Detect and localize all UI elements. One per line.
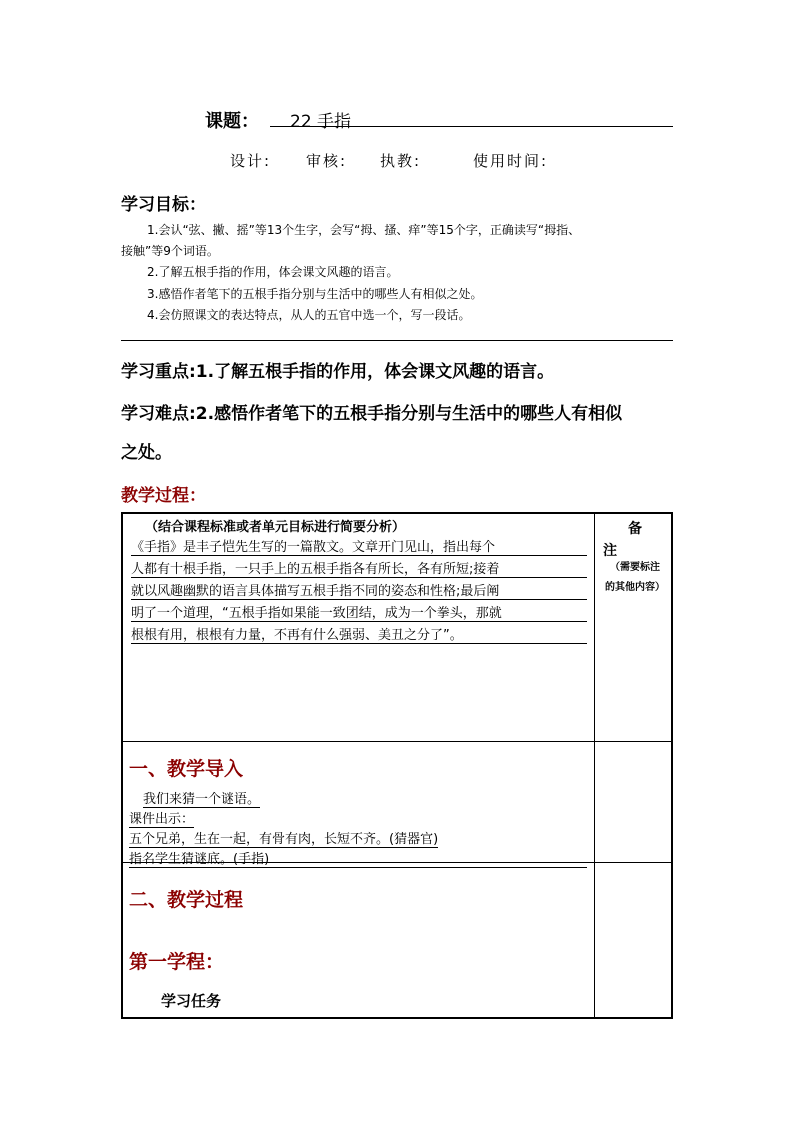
teacher-label: 执教: [380, 152, 422, 170]
process-table [121, 512, 673, 1019]
time-label: 使用时间: [473, 152, 549, 170]
goal-item: 2.了解五根手指的作用，体会课文风趣的语言。 [147, 265, 399, 279]
remark-title: 备 [628, 521, 642, 537]
task-title: 学习任务 [161, 992, 222, 1010]
analysis-line: 明了一个道理，“五根手指如果能一致团结，成为一个拳头，那就 [131, 602, 587, 622]
goals-heading: 学习目标： [121, 195, 206, 215]
process-heading: 教学过程： [121, 486, 206, 506]
reviewer-label: 审核: [306, 152, 348, 170]
title-label: 课题： [205, 111, 259, 132]
lesson-title: 22 手指 [290, 112, 352, 132]
goal-item: 接触”等9个词语。 [121, 244, 219, 258]
remark-subtitle-2: 的其他内容） [605, 582, 665, 593]
goal-item: 3.感悟作者笔下的五根手指分别与生活中的哪些人有相似之处。 [147, 287, 483, 301]
section-intro-line: 指名学生猜谜底。(手指) [129, 848, 587, 868]
designer-label: 设计: [230, 152, 272, 170]
section-intro-line: 五个兄弟，生在一起，有骨有肉，长短不齐。(猜器官) [129, 828, 438, 848]
subsection-title: 第一学程： [129, 951, 225, 973]
difficult-point: 学习难点:2.感悟作者笔下的五根手指分别与生活中的哪些人有相似 [121, 404, 623, 424]
section-process-title: 二、教学过程 [129, 889, 244, 911]
remark-title-2: 注 [603, 543, 617, 559]
analysis-line: 根根有用，根根有力量，不再有什么强弱、美丑之分了”。 [131, 624, 587, 644]
separator [121, 340, 673, 341]
difficult-point-continued: 之处。 [121, 443, 172, 463]
section-intro-line: 课件出示： [129, 808, 194, 828]
goal-item: 1.会认“弦、撇、摇”等13个生字，会写“拇、搔、痒”等15个字，正确读写“拇指、 [147, 223, 581, 237]
section-intro-line: 我们来猜一个谜语。 [143, 788, 260, 808]
section-intro-title: 一、教学导入 [129, 758, 244, 780]
analysis-line: 就以风趣幽默的语言具体描写五根手指不同的姿态和性格;最后阐 [131, 580, 587, 600]
goal-item: 4.会仿照课文的表达特点，从人的五官中选一个，写一段话。 [147, 308, 471, 322]
analysis-line: 人都有十根手指，一只手上的五根手指各有所长，各有所短;接着 [131, 558, 587, 578]
key-point: 学习重点:1.了解五根手指的作用，体会课文风趣的语言。 [121, 362, 555, 382]
row-divider [123, 741, 671, 742]
remark-subtitle: （需要标注 [610, 562, 660, 573]
analysis-heading: （结合课程标准或者单元目标进行简要分析） [145, 520, 406, 535]
analysis-line: 《手指》是丰子恺先生写的一篇散文。文章开门见山，指出每个 [131, 536, 587, 556]
